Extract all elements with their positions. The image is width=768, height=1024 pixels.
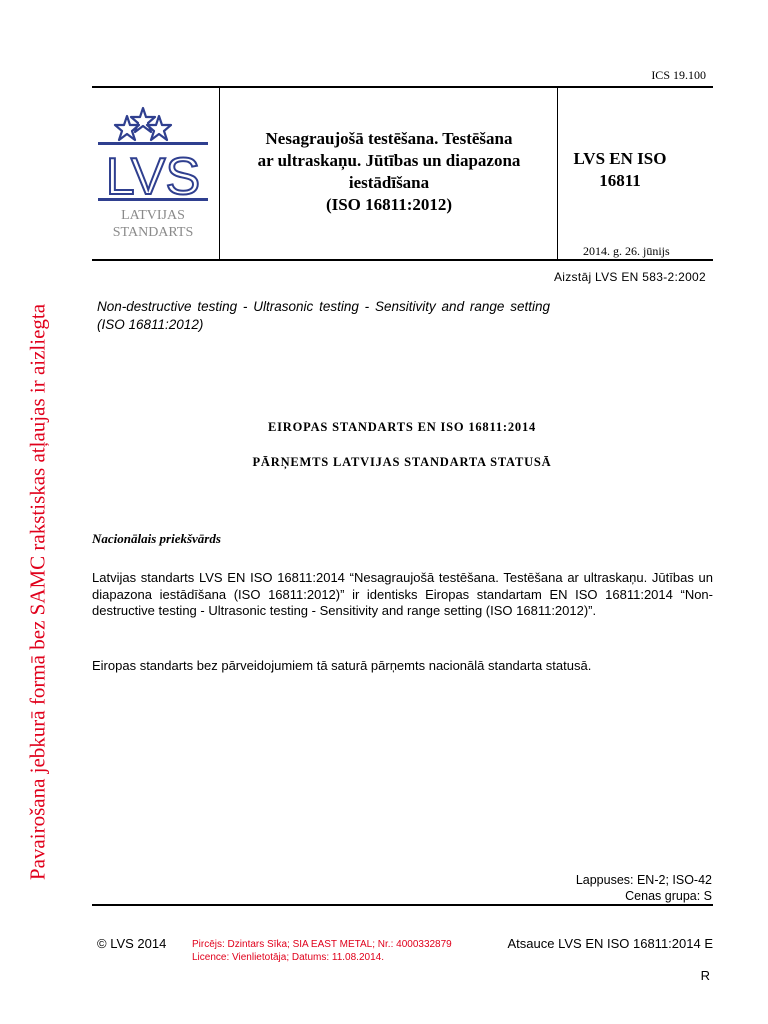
- logo-line1: LATVIJAS: [121, 208, 185, 223]
- license-line: Licence: Vienlietotāja; Datums: 11.08.2014.: [192, 952, 384, 963]
- reference-number: Atsauce LVS EN ISO 16811:2014 E: [507, 936, 713, 951]
- logo-line2: STANDARTS: [112, 225, 194, 240]
- standard-number-line-2: 16811: [599, 171, 641, 190]
- logo-letters: LVS: [105, 148, 201, 206]
- foreword-paragraph-1: Latvijas standarts LVS EN ISO 16811:2014 “Nesagraujošā testēšana. Testēšana ar ultraskaņu. Jūtības un diapazona iestādīšana (ISO 16811:2012)” ir identisks Eiropas standartam EN ISO 16811:2014 “Non-destructive testing - Ultrasonic testing - Sensitivity and range setting (ISO 16811:2012)”.: [92, 570, 713, 618]
- header-divider-left: [219, 86, 220, 260]
- page-count: Lappuses: EN-2; ISO-42: [575, 873, 712, 887]
- buyer-line: Pircējs: Dzintars Sīka; SIA EAST METAL; Nr.: 4000332879: [192, 939, 452, 950]
- national-foreword-heading: Nacionālais priekšvārds: [92, 531, 221, 546]
- footer-rule: [92, 904, 713, 906]
- title-line-4: (ISO 16811:2012): [325, 195, 453, 214]
- copyright-watermark: Pavairošana jebkurā formā bez SAMC rakstiskas atļaujas ir aizliegta: [25, 303, 50, 881]
- replaces-standard: Aizstāj LVS EN 583-2:2002: [553, 270, 706, 284]
- publication-date: 2014. g. 26. jūnijs: [583, 244, 670, 258]
- standard-number-line-1: LVS EN ISO: [573, 149, 667, 168]
- header-top-rule: [92, 86, 713, 88]
- header-bottom-rule: [92, 259, 713, 261]
- title-line-3: iestādīšana: [348, 173, 430, 192]
- standard-title: [222, 128, 556, 216]
- lvs-logo: [98, 104, 212, 244]
- standard-number: [560, 148, 680, 192]
- buyer-license-info: [192, 938, 452, 964]
- page-info: [576, 872, 712, 904]
- page-mark: R: [700, 968, 710, 983]
- foreword-paragraph-2: Eiropas standarts bez pārveidojumiem tā saturā pārņemts nacionālā standarta statusā.: [92, 658, 592, 673]
- title-line-2: ar ultraskaņu. Jūtības un diapazona: [257, 151, 521, 170]
- european-standard-heading: EIROPAS STANDARTS EN ISO 16811:2014: [267, 420, 537, 434]
- ics-code: ICS 19.100: [651, 68, 706, 82]
- title-line-1: Nesagraujošā testēšana. Testēšana: [265, 129, 513, 148]
- adopted-status-heading: PĀRŅEMTS LATVIJAS STANDARTA STATUSĀ: [252, 455, 552, 469]
- price-group: Cenas grupa: S: [625, 889, 712, 903]
- header-divider-right: [557, 86, 558, 260]
- english-title: Non-destructive testing - Ultrasonic testing - Sensitivity and range setting (ISO 16811:2012): [97, 299, 550, 332]
- copyright: © LVS 2014: [97, 936, 167, 951]
